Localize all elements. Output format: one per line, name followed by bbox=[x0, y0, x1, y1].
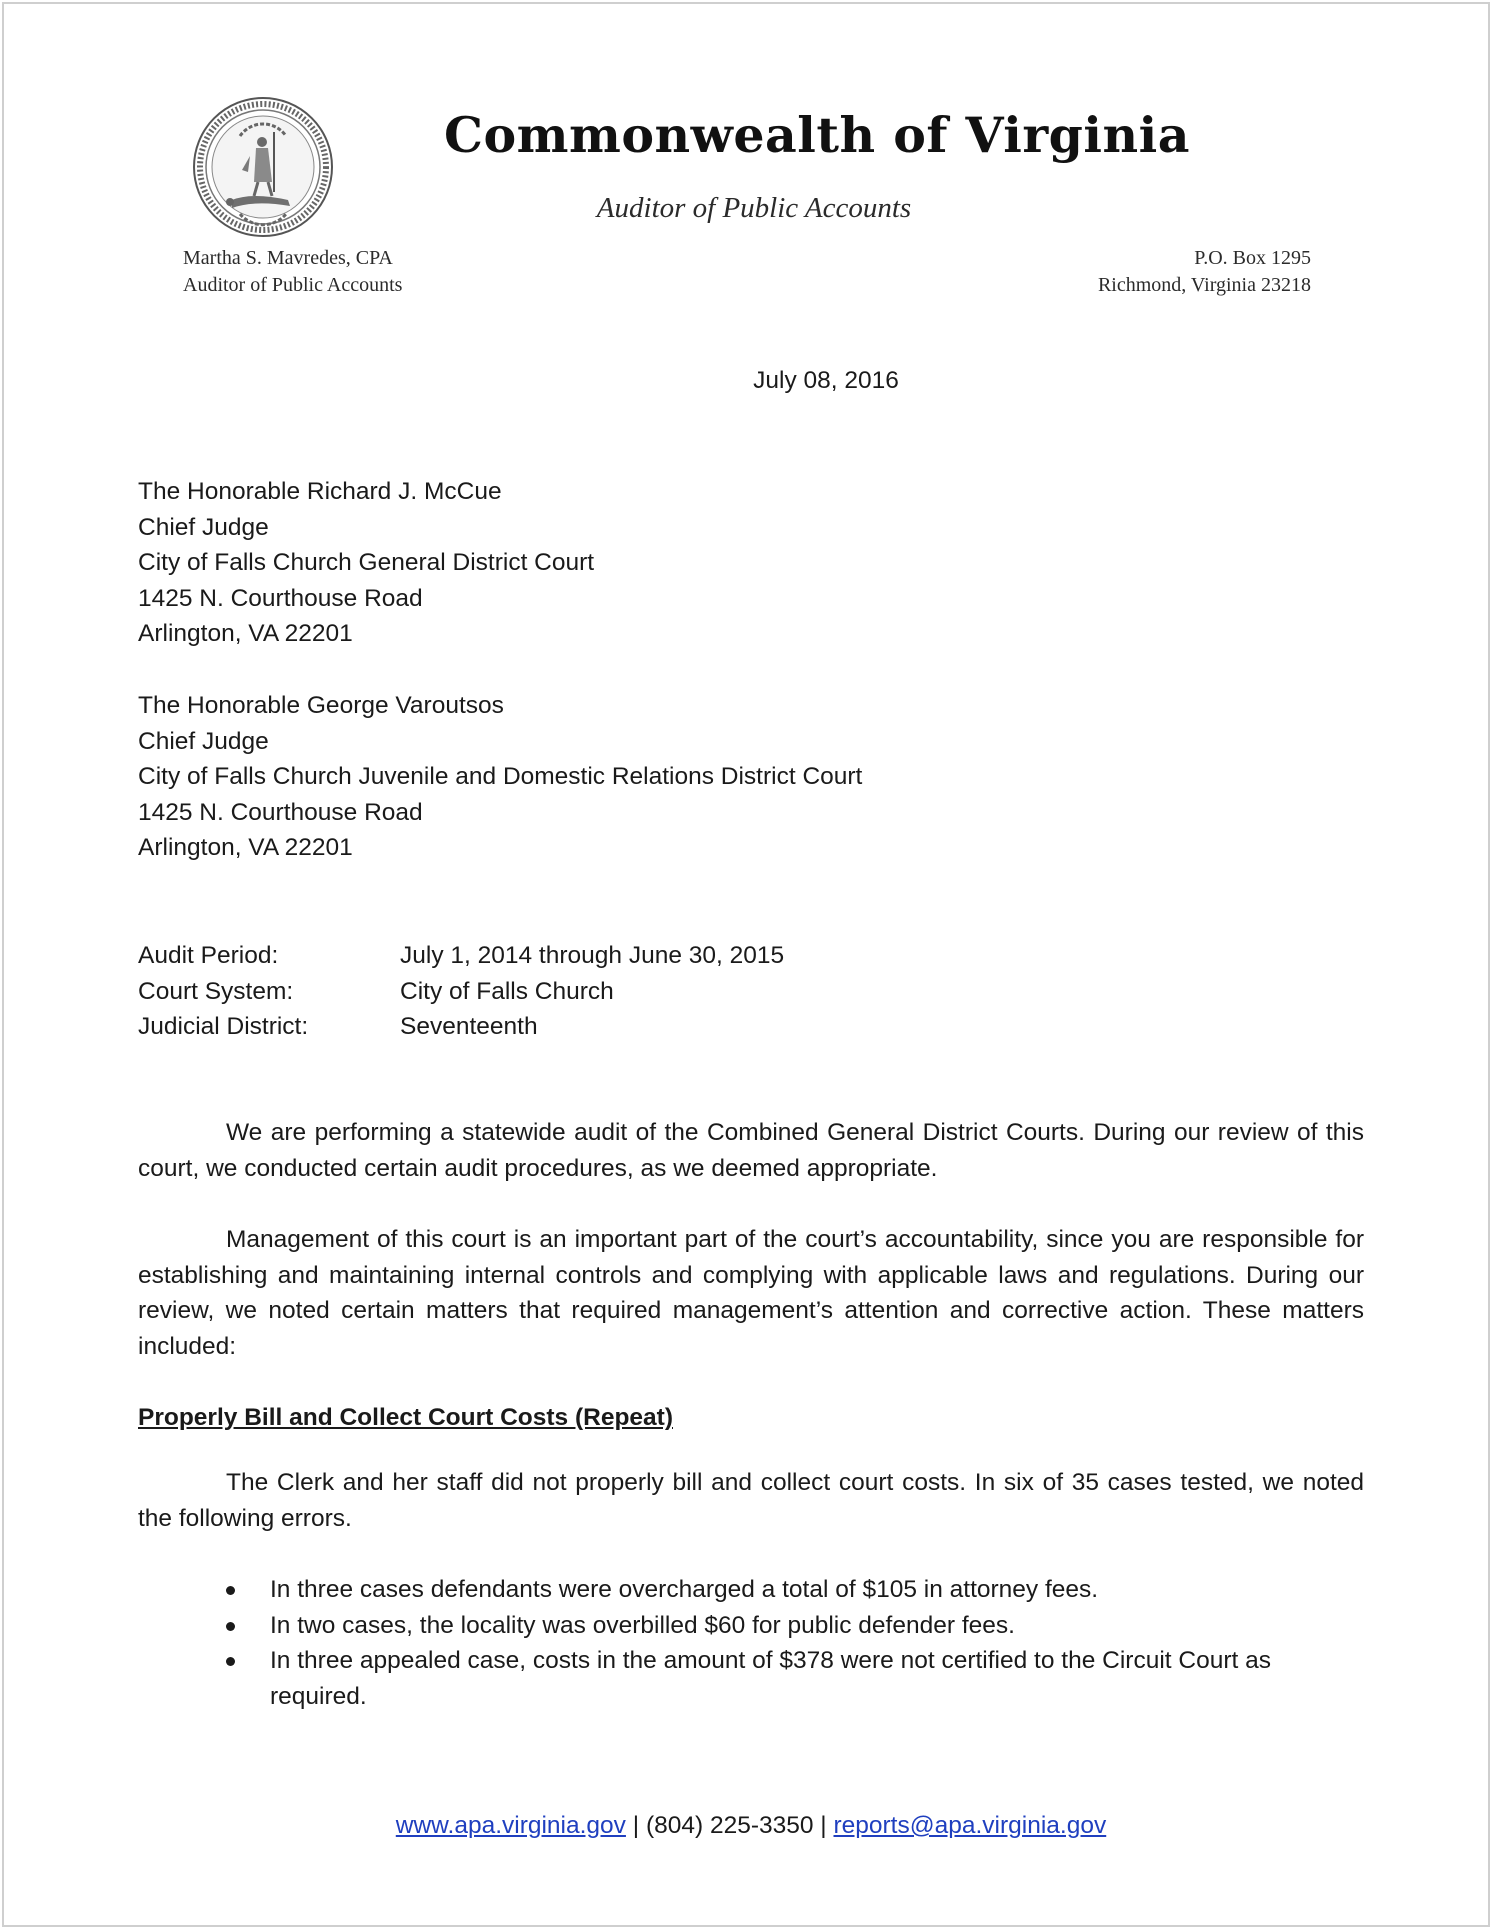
bullet-list bbox=[138, 1572, 1364, 1714]
body-paragraph bbox=[138, 1115, 1364, 1186]
audit-info-row bbox=[138, 938, 784, 974]
audit-info-label: Court System: bbox=[138, 977, 294, 1005]
list-item-text: In two cases, the locality was overbilled $60 for public defender fees. bbox=[270, 1611, 1015, 1639]
addressee-block bbox=[138, 474, 594, 652]
auditor-name: Martha S. Mavredes, CPA bbox=[183, 247, 393, 269]
letterhead-subtitle: Auditor of Public Accounts bbox=[596, 192, 912, 224]
list-item bbox=[138, 1608, 1364, 1644]
audit-info-value: July 1, 2014 through June 30, 2015 bbox=[400, 942, 785, 969]
audit-info-value: Seventeenth bbox=[400, 1013, 538, 1040]
paragraph-text: Management of this court is an important part of the court’s accountability, since you are responsible for establishing and maintaining internal controls and complying with applicable laws and regulations. During our review, we noted certain matters that required management’s attention and corrective action. These matters included: bbox=[138, 1226, 1364, 1360]
addressee-street: 1425 N. Courthouse Road bbox=[138, 798, 423, 826]
section-intro bbox=[138, 1465, 1364, 1536]
page bbox=[2, 2, 1490, 1927]
phone-number: (804) 225-3350 bbox=[645, 1812, 814, 1839]
addressee-block bbox=[138, 688, 862, 866]
addressee-name: The Honorable Richard J. McCue bbox=[138, 478, 502, 505]
body-paragraph bbox=[138, 1222, 1364, 1364]
letterhead-address-block bbox=[1098, 245, 1311, 299]
audit-info-row bbox=[138, 1009, 784, 1045]
virginia-seal-icon bbox=[192, 96, 334, 238]
section-intro-text: The Clerk and her staff did not properly bill and collect court costs. In six of 35 cases tested, we noted the following errors. bbox=[138, 1469, 1364, 1532]
section-heading: Properly Bill and Collect Court Costs (Repeat) bbox=[138, 1404, 673, 1431]
list-item bbox=[138, 1643, 1364, 1714]
list-item-text: In three appealed case, costs in the amount of $378 were not certified to the Circuit Court as required. bbox=[270, 1647, 1271, 1710]
letterhead-title: Commonwealth of Virginia bbox=[444, 106, 1190, 164]
addressee-court: City of Falls Church General District Court bbox=[138, 549, 595, 576]
bullet-icon bbox=[226, 1622, 235, 1631]
audit-info-label: Judicial District: bbox=[138, 1013, 309, 1040]
addressee-title: Chief Judge bbox=[138, 727, 269, 755]
addressee-street: 1425 N. Courthouse Road bbox=[138, 584, 423, 612]
page-footer bbox=[4, 1812, 1494, 1840]
addressee-title: Chief Judge bbox=[138, 513, 269, 541]
audit-info-label: Audit Period: bbox=[138, 942, 279, 969]
bullet-icon bbox=[226, 1657, 235, 1666]
audit-info-value: City of Falls Church bbox=[400, 977, 614, 1005]
audit-info bbox=[138, 938, 784, 1045]
letterhead-auditor-block bbox=[183, 245, 402, 299]
bullet-icon bbox=[226, 1586, 235, 1595]
addressee-name: The Honorable George Varoutsos bbox=[138, 692, 504, 719]
paragraph-text: We are performing a statewide audit of the Combined General District Courts. During our review of this court, we conducted certain audit procedures, as we deemed appropriate. bbox=[138, 1119, 1364, 1182]
list-item-text: In three cases defendants were overcharged a total of $105 in attorney fees. bbox=[270, 1576, 1099, 1603]
website-link[interactable]: www.apa.virginia.gov bbox=[395, 1812, 626, 1839]
footer-separator: | bbox=[632, 1812, 640, 1839]
addressee-city: Arlington, VA 22201 bbox=[138, 620, 353, 647]
city-state-zip: Richmond, Virginia 23218 bbox=[1097, 274, 1311, 296]
auditor-title: Auditor of Public Accounts bbox=[183, 274, 403, 296]
letter-date: July 08, 2016 bbox=[753, 367, 899, 394]
audit-info-table bbox=[138, 938, 784, 1045]
error-list bbox=[138, 1572, 1364, 1714]
addressee-city: Arlington, VA 22201 bbox=[138, 834, 353, 861]
po-box: P.O. Box 1295 bbox=[1194, 247, 1311, 269]
addressee-court: City of Falls Church Juvenile and Domestic Relations District Court bbox=[138, 763, 863, 790]
footer-separator: | bbox=[820, 1812, 827, 1839]
list-item bbox=[138, 1572, 1364, 1608]
email-link[interactable]: reports@apa.virginia.gov bbox=[833, 1812, 1107, 1839]
audit-info-row bbox=[138, 974, 784, 1010]
